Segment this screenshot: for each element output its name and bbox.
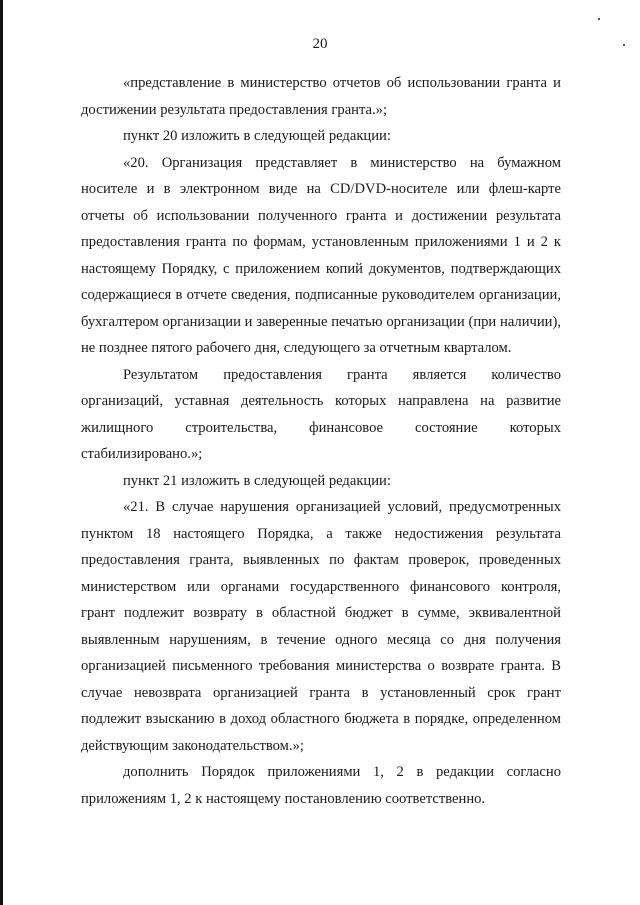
page-number: 20: [312, 36, 328, 52]
paragraph-item-21: «21. В случае нарушения организацией условий, предусмотренных пунктом 18 настоящего Порядка, а также недостижения результата предоставления гранта, выявленных по фактам проверок, проведенных министерством или органами государственного финансового контроля, грант подлежит возврату в областной бюджет в сумме, эквивалентной выявленным нарушениям, в течение одного месяца со дня получения организацией письменного требования министерства о возврате гранта. В случае невозврата организацией гранта в установленный срок грант подлежит взысканию в доход областного бюджета в порядке, определенном действующим законодательством.»;: [81, 499, 561, 754]
paragraph-appendices: дополнить Порядок приложениями 1, 2 в редакции согласно приложениям 1, 2 к настоящему постановлению соответственно.: [81, 764, 561, 807]
paragraph-item-20-heading: пункт 20 изложить в следующей редакции:: [123, 128, 391, 144]
paragraph-item-20: «20. Организация представляет в министерство на бумажном носителе и в электронном виде на CD/DVD-носителе или флеш-карте отчеты об использовании полученного гранта и достижении результата предоставления гранта по формам, установленным приложениями 1 и 2 к настоящему Порядку, с приложением копий документов, подтверждающих содержащиеся в отчете сведения, подписанные руководителем организации, бухгалтером организации и заверенные печатью организации (при наличии), не позднее пятого рабочего дня, следующего за отчетным кварталом.: [81, 154, 561, 356]
paragraph-grant-result: Результатом предоставления гранта является количество организаций, уставная деятельность которых направлена на развитие жилищного строительства, финансовое состояние которых стабилизировано.»;: [81, 366, 561, 462]
paragraph-grant-report: «представление в министерство отчетов об использовании гранта и достижении результата предоставления гранта.»;: [81, 75, 561, 118]
paragraph-item-21-heading: пункт 21 изложить в следующей редакции:: [123, 472, 391, 489]
document-body: [81, 70, 561, 812]
scan-left-edge: [0, 0, 3, 905]
scan-speck: [598, 18, 600, 20]
